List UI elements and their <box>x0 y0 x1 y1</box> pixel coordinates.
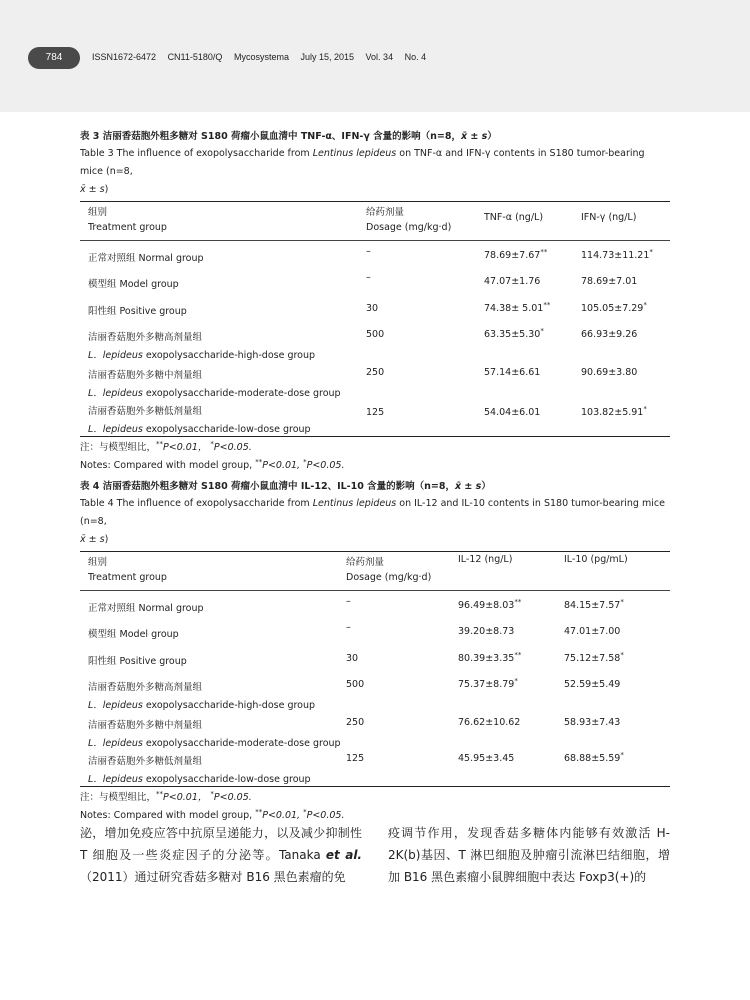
table-row: 洁丽香菇胞外多糖中剂量组 L．lepideus exopolysaccharide-moderate-dose group 250 57.14±6.61 90.69±3.80 <box>88 367 638 399</box>
journal-meta <box>92 52 435 62</box>
col-group-en: Treatment group <box>88 222 167 233</box>
table-4-bottom-rule <box>80 786 670 787</box>
col-group-cn: 组别 <box>88 557 108 568</box>
col-ifn: IFN-γ (ng/L) <box>581 212 637 223</box>
table-4-header-row <box>80 552 670 590</box>
table-4-caption-cn: 表 4 洁丽香菇胞外粗多糖对 S180 荷瘤小鼠血清中 IL-12、IL-10 含量的影响（n=8，x̄ ± s） <box>80 481 491 492</box>
col-group-en: Treatment group <box>88 572 167 583</box>
table-4-note-en: Notes: Compared with model group, **P<0.01, *P<0.05. <box>80 807 345 821</box>
journal-name: Mycosystema <box>233 52 289 62</box>
table-row: 洁丽香菇胞外多糖高剂量组 L．lepideus exopolysaccharide-high-dose group 500 63.35±5.30* 66.93±9.26 <box>88 326 638 361</box>
col-dose-en: Dosage (mg/kg·d) <box>346 572 432 583</box>
table-row: 模型组 Model group – 47.07±1.76 78.69±7.01 <box>88 272 638 290</box>
table-3-bottom-rule <box>80 436 670 437</box>
table-row: 洁丽香菇胞外多糖低剂量组 L．lepideus exopolysaccharide-low-dose group 125 54.04±6.01 103.82±5.91* <box>88 404 647 435</box>
col-il10: IL-10 (pg/mL) <box>564 554 628 565</box>
table-4-caption-en: Table 4 The influence of exopolysaccharide from Lentinus lepideus on IL-12 and IL-10 contents in S180 tumor-bearing mice (n=8, x̄ ± s) <box>80 498 665 545</box>
table-3-note-en: Notes: Compared with model group, **P<0.01, *P<0.05. <box>80 457 345 471</box>
body-left-column: 泌，增加免疫应答中抗原呈递能力，以及减少抑制性 T 细胞及一些炎症因子的分泌等。Tanaka et al.（2011）通过研究香菇多糖对 B16 黑色素瘤的免 <box>80 826 362 884</box>
table-row: 正常对照组 Normal group – 78.69±7.67** 114.73±11.21* <box>88 246 653 264</box>
col-tnf: TNF-α (ng/L) <box>484 212 544 223</box>
table-row: 洁丽香菇胞外多糖高剂量组 L．lepideus exopolysaccharide-high-dose group 500 75.37±8.79* 52.59±5.49 <box>88 676 621 711</box>
cn-number: CN11-5180/Q <box>167 52 223 62</box>
col-dose-en: Dosage (mg/kg·d) <box>366 222 452 233</box>
col-dose-cn: 给药剂量 <box>346 557 385 568</box>
table-row: 洁丽香菇胞外多糖低剂量组 L．lepideus exopolysaccharide-low-dose group 125 45.95±3.45 68.88±5.59* <box>88 750 624 785</box>
table-row: 正常对照组 Normal group – 96.49±8.03** 84.15±7.57* <box>88 596 624 614</box>
issn: ISSN1672-6472 <box>92 52 157 62</box>
table-3-caption-en: Table 3 The influence of exopolysaccharide from Lentinus lepideus on TNF-α and IFN-γ contents in S180 tumor-bearing mice (n=8, x̄ ± s) <box>80 148 645 195</box>
table-3-caption-cn: 表 3 洁丽香菇胞外粗多糖对 S180 荷瘤小鼠血清中 TNF-α、IFN-γ 含量的影响（n=8，x̄ ± s） <box>80 131 497 142</box>
issue: No. 4 <box>404 52 427 62</box>
table-row: 模型组 Model group – 39.20±8.73 47.01±7.00 <box>88 622 621 640</box>
table-row: 阳性组 Positive group 30 80.39±3.35** 75.12±7.58* <box>88 650 624 667</box>
table-3 <box>80 129 670 475</box>
table-4 <box>80 479 670 825</box>
page-number: 784 <box>28 47 80 69</box>
col-il12: IL-12 (ng/L) <box>458 554 513 565</box>
table-row: 洁丽香菇胞外多糖中剂量组 L．lepideus exopolysaccharide-moderate-dose group 250 76.62±10.62 58.93±7.43 <box>88 717 621 749</box>
body-right-column: 疫调节作用，发现香菇多糖体内能够有效激活 H-2K(b)基因、T 淋巴细胞及肿瘤引流淋巴结细胞，增加 B16 黑色素瘤小鼠脾细胞中表达 Foxp3(+)的 <box>388 826 670 884</box>
col-dose-cn: 给药剂量 <box>366 207 405 218</box>
table-3-note-cn: 注：与模型组比，**P<0.01， *P<0.05. <box>80 439 252 453</box>
table-3-header-row <box>80 202 670 240</box>
table-4-note-cn: 注：与模型组比，**P<0.01， *P<0.05. <box>80 789 252 803</box>
col-group-cn: 组别 <box>88 207 108 218</box>
issue-date: July 15, 2015 <box>300 52 355 62</box>
volume: Vol. 34 <box>365 52 394 62</box>
table-row: 阳性组 Positive group 30 74.38± 5.01** 105.05±7.29* <box>88 300 647 317</box>
